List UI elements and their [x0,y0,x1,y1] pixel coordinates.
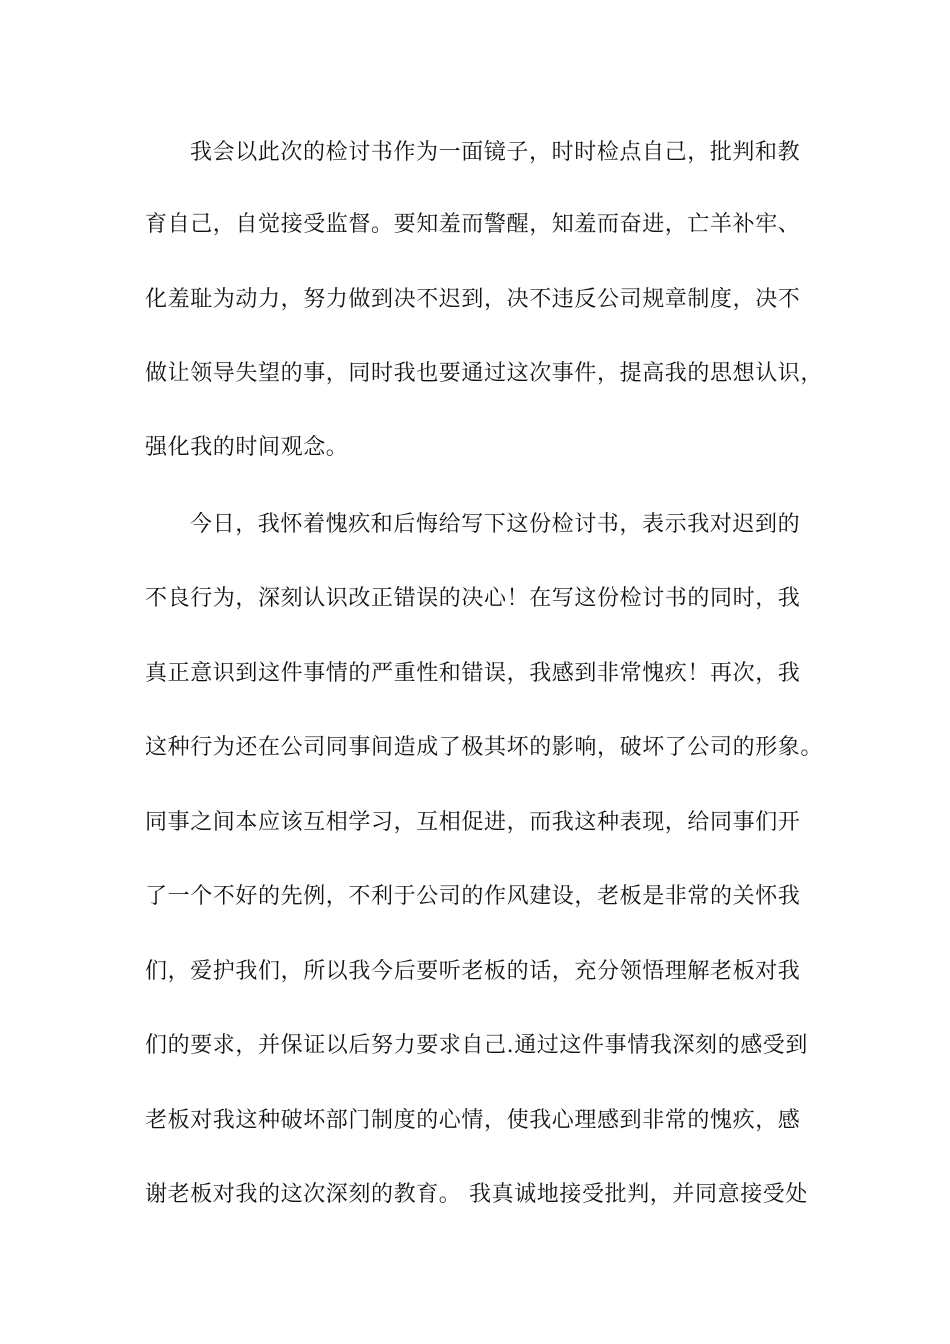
text-line: 育自己，自觉接受监督。要知羞而警醒，知羞而奋进，亡羊补牢、 [145,212,801,237]
text-line: 们，爱护我们，所以我今后要听老板的话，充分领悟理解老板对我 [145,959,801,984]
text-line: 这种行为还在公司同事间造成了极其坏的影响，破坏了公司的形象。 [145,735,824,760]
text-line: 化羞耻为动力，努力做到决不迟到，决不违反公司规章制度，决不 [145,287,801,312]
text-line: 做让领导失望的事，同时我也要通过这次事件，提高我的思想认识， [145,361,824,386]
text-line: 老板对我这种破坏部门制度的心情，使我心理感到非常的愧疚，感 [145,1108,801,1133]
text-line: 谢老板对我的这次深刻的教育。 我真诚地接受批判，并同意接受处 [145,1182,808,1207]
text-line: 今日，我怀着愧疚和后悔给写下这份检讨书，表示我对迟到的 [190,512,801,537]
text-line: 不良行为，深刻认识改正错误的决心！在写这份检讨书的同时，我 [145,586,801,611]
text-line: 同事之间本应该互相学习，互相促进，而我这种表现，给同事们开 [145,810,801,835]
text-line: 真正意识到这件事情的严重性和错误，我感到非常愧疚！再次，我 [145,661,801,686]
text-line: 强化我的时间观念。 [145,435,349,460]
text-line: 们的要求，并保证以后努力要求自己.通过这件事情我深刻的感受到 [145,1033,808,1058]
text-line: 了一个不好的先例，不利于公司的作风建设，老板是非常的关怀我 [145,884,801,909]
text-line: 我会以此次的检讨书作为一面镜子，时时检点自己，批判和教 [190,140,801,165]
